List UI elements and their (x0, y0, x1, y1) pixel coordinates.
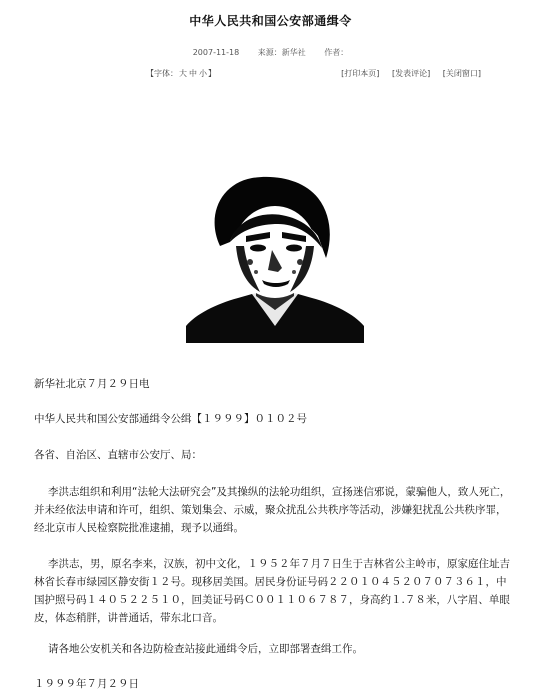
page-title: 中华人民共和国公安部通缉令 (189, 14, 352, 28)
charges-paragraph: 李洪志组织和利用“法轮大法研究会”及其操纵的法轮功组织，宣扬迷信邪说，蒙骗他人，致人死亡，并未经依法申请和许可，组织、策划集会、示威，聚众扰乱公共秩序等活动，涉嫌犯扰乱公共秩序罪，经北京市人民检察院批准逮捕，现予以通缉。 (34, 486, 511, 534)
article-meta (0, 47, 541, 58)
suspect-description-paragraph: 李洪志，男，原名李来，汉族，初中文化，１９５２年７月７日生于吉林省公主岭市，原家庭住址吉林省长春市绿园区静安街１２号。现移居美国。居民身份证号码２２０１０４５２０７０７３６１，中国护照号码１４０５２２５１０，回美证号码Ｃ００１１０６７８７，身高约１.７８米，八字眉、单眼皮，体态稍胖，讲普通话，带东北口音。 (34, 558, 510, 624)
font-size-prefix: 【字体： (146, 69, 178, 78)
salutation: 各省、自治区、直辖市公安厅、局： (34, 449, 202, 461)
source-label: 来源：新华社 (257, 48, 306, 57)
font-size-large-link[interactable]: 大 (179, 69, 187, 78)
person-portrait-icon (186, 176, 364, 343)
suspect-portrait (186, 176, 364, 343)
publish-date: 2007-11-18 (192, 48, 240, 57)
document-number: 中华人民共和国公安部通缉令公缉【１９９９】０１０２号 (34, 413, 307, 425)
font-size-selector (146, 68, 216, 79)
font-size-medium-link[interactable]: 中 (189, 69, 197, 78)
font-size-suffix: 】 (208, 69, 216, 78)
font-size-small-link[interactable]: 小 (199, 69, 207, 78)
article-toolbar (331, 68, 481, 79)
author-label: 作者： (324, 48, 349, 57)
issue-date: １９９９年７月２９日 (34, 678, 139, 690)
post-comment-link[interactable]: [发表评论] (391, 69, 431, 78)
dateline: 新华社北京７月２９日电 (34, 378, 150, 390)
instruction-paragraph: 请各地公安机关和各边防检查站接此通缉令后，立即部署查缉工作。 (48, 643, 363, 655)
print-page-link[interactable]: [打印本页] (341, 69, 380, 78)
close-window-link[interactable]: [关闭窗口] (442, 69, 481, 78)
